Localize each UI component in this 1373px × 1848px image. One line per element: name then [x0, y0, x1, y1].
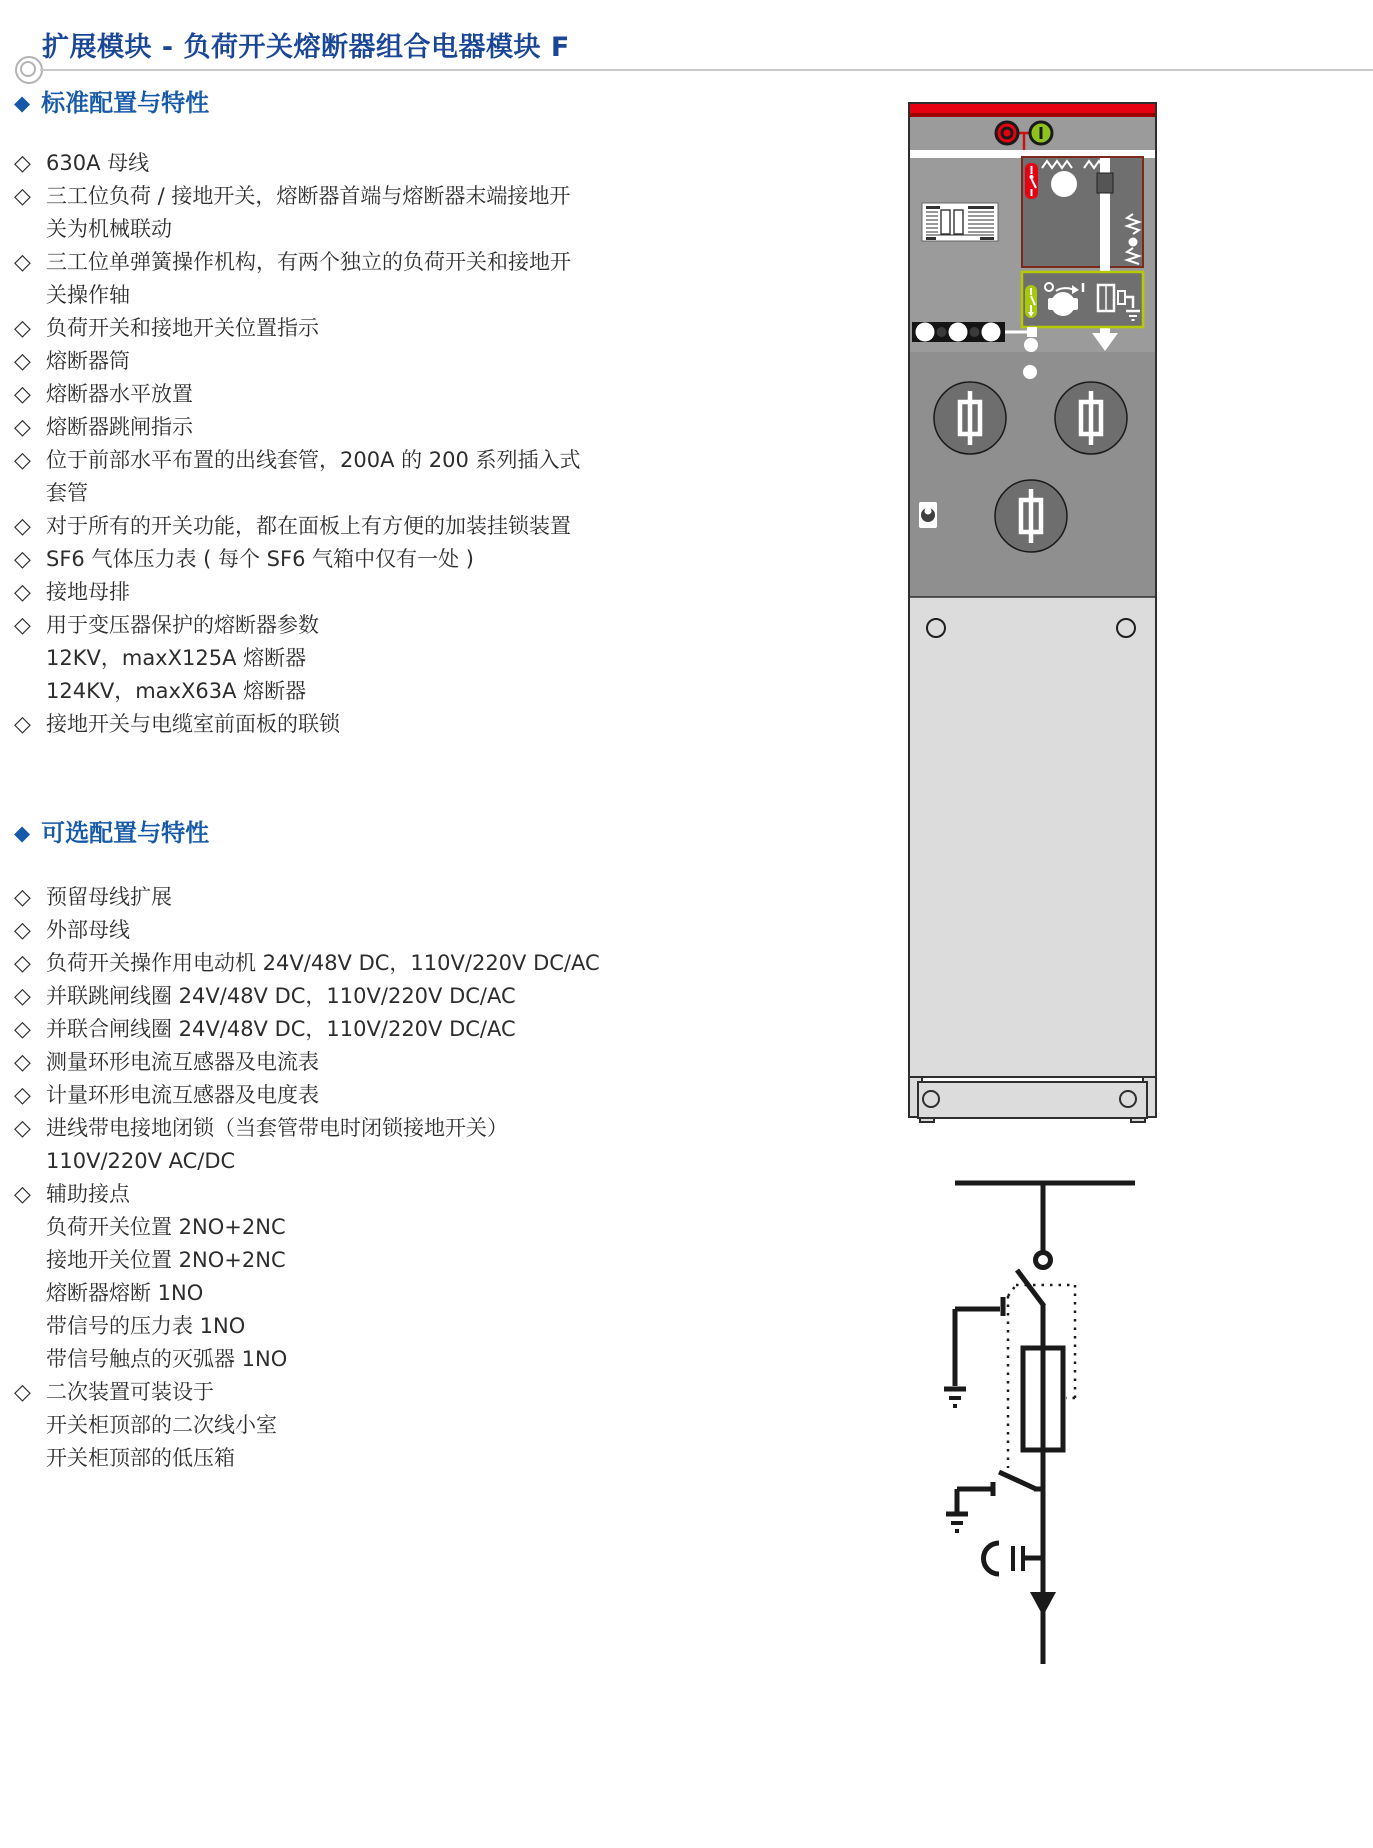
pressure-indicator-icon — [919, 502, 937, 528]
item-diamond-icon: ◇ — [14, 151, 31, 176]
item-text: 位于前部水平布置的出线套管，200A 的 200 系列插入式 — [46, 448, 581, 472]
list-item — [14, 576, 594, 609]
item-text: 接地开关与电缆室前面板的联锁 — [46, 712, 340, 736]
feeder-arrow — [1030, 1592, 1056, 1616]
item-text: 用于变压器保护的熔断器参数 — [46, 613, 319, 637]
list-item — [14, 213, 594, 246]
item-text: 110V/220V AC/DC — [46, 1149, 236, 1173]
list-item — [14, 609, 594, 642]
upper-earthing-switch — [944, 1297, 1003, 1406]
item-diamond-icon: ◇ — [14, 250, 31, 275]
item-text: 套管 — [46, 481, 88, 505]
list-item — [14, 1145, 594, 1178]
list-item — [14, 1013, 594, 1046]
item-text: SF6 气体压力表 ( 每个 SF6 气箱中仅有一处 ) — [46, 547, 474, 571]
item-text: 接地开关位置 2NO+2NC — [46, 1248, 286, 1272]
header-ring-inner — [20, 61, 36, 77]
cabinet-top-strip — [908, 102, 1157, 117]
list-item — [14, 1310, 594, 1343]
item-text: 辅助接点 — [46, 1182, 130, 1206]
list-item — [14, 1211, 594, 1244]
list-item — [14, 147, 594, 180]
item-text: 负荷开关操作用电动机 24V/48V DC，110V/220V DC/AC — [46, 951, 600, 975]
load-switch-blade — [1017, 1270, 1044, 1306]
cabinet-indicator-band — [908, 117, 1157, 150]
item-diamond-icon: ◇ — [14, 1083, 31, 1108]
section-heading-text: 标准配置与特性 — [41, 89, 210, 117]
list-item — [14, 675, 594, 708]
item-diamond-icon: ◇ — [14, 712, 31, 737]
section-heading-text: 可选配置与特性 — [41, 819, 210, 847]
list-item — [14, 279, 594, 312]
item-text: 熔断器水平放置 — [46, 382, 193, 406]
item-text: 并联合闸线圈 24V/48V DC，110V/220V DC/AC — [46, 1017, 516, 1041]
item-text: 124KV，maxX63A 熔断器 — [46, 679, 307, 703]
item-text: 带信号触点的灭弧器 1NO — [46, 1347, 288, 1371]
item-diamond-icon: ◇ — [14, 984, 31, 1009]
list-item — [14, 477, 594, 510]
filled-diamond-icon: ◆ — [14, 91, 31, 115]
item-text: 测量环形电流互感器及电流表 — [46, 1050, 319, 1074]
item-text: 预留母线扩展 — [46, 885, 172, 909]
item-diamond-icon: ◇ — [14, 1017, 31, 1042]
cable-compartment — [908, 597, 1157, 1077]
section-heading-optional — [14, 818, 209, 848]
list-item — [14, 947, 600, 980]
item-text: 进线带电接地闭锁（当套管带电时闭锁接地开关） — [46, 1116, 508, 1140]
optional-feature-list — [14, 881, 600, 1475]
item-text: 关操作轴 — [46, 283, 130, 307]
item-text: 并联跳闸线圈 24V/48V DC，110V/220V DC/AC — [46, 984, 516, 1008]
item-diamond-icon: ◇ — [14, 1182, 31, 1207]
item-diamond-icon: ◇ — [14, 514, 31, 539]
standard-feature-list — [14, 147, 594, 741]
list-item — [14, 180, 594, 213]
item-diamond-icon: ◇ — [14, 918, 31, 943]
item-diamond-icon: ◇ — [14, 1050, 31, 1075]
open-button-icon — [996, 122, 1018, 144]
list-item — [14, 1079, 594, 1112]
earth-switch-mechanism-box — [1022, 272, 1143, 327]
operating-shaft-hole — [1051, 171, 1077, 197]
list-item — [14, 312, 594, 345]
list-item — [14, 1178, 594, 1211]
list-item — [14, 642, 594, 675]
item-text: 外部母线 — [46, 918, 130, 942]
item-text: 熔断器跳闸指示 — [46, 415, 193, 439]
item-diamond-icon: ◇ — [14, 580, 31, 605]
nameplate — [922, 203, 998, 241]
item-text: 负荷开关位置 2NO+2NC — [46, 1215, 286, 1239]
item-diamond-icon: ◇ — [14, 349, 31, 374]
item-text: 对于所有的开关功能，都在面板上有方便的加装挂锁装置 — [46, 514, 571, 538]
list-item — [14, 246, 594, 279]
item-diamond-icon: ◇ — [14, 415, 31, 440]
list-item — [14, 1277, 594, 1310]
header-ring-icon — [15, 56, 43, 84]
item-text: 开关柜顶部的二次线小室 — [46, 1413, 277, 1437]
item-text: 630A 母线 — [46, 151, 150, 175]
item-text: 三工位负荷 / 接地开关，熔断器首端与熔断器末端接地开 — [46, 184, 571, 208]
list-item — [14, 411, 594, 444]
list-item — [14, 980, 594, 1013]
item-text: 熔断器筒 — [46, 349, 130, 373]
item-text: 三工位单弹簧操作机构，有两个独立的负荷开关和接地开 — [46, 250, 571, 274]
item-diamond-icon: ◇ — [14, 951, 31, 976]
list-item — [14, 444, 594, 477]
switch-position-green-pill — [1025, 285, 1037, 318]
item-diamond-icon: ◇ — [14, 1380, 31, 1405]
list-item — [14, 1112, 594, 1145]
list-item — [14, 510, 594, 543]
item-text: 12KV，maxX125A 熔断器 — [46, 646, 307, 670]
page-title: 扩展模块 - 负荷开关熔断器组合电器模块 F — [42, 32, 570, 63]
list-item — [14, 1409, 594, 1442]
section-heading-standard — [14, 88, 209, 118]
item-text: 接地母排 — [46, 580, 130, 604]
item-diamond-icon: ◇ — [14, 547, 31, 572]
item-text: 开关柜顶部的低压箱 — [46, 1446, 235, 1470]
header-rule — [40, 69, 1373, 71]
list-item — [14, 1046, 594, 1079]
list-item — [14, 345, 594, 378]
item-diamond-icon: ◇ — [14, 613, 31, 638]
mimic-panel — [908, 157, 1157, 352]
switchgear-cabinet-illustration — [908, 102, 1157, 1124]
list-item — [14, 1244, 594, 1277]
item-text: 二次装置可装设于 — [46, 1380, 214, 1404]
item-text: 计量环形电流互感器及电度表 — [46, 1083, 319, 1107]
item-diamond-icon: ◇ — [14, 885, 31, 910]
isolating-contact-circle — [1036, 1253, 1051, 1268]
filled-diamond-icon: ◆ — [14, 821, 31, 845]
item-diamond-icon: ◇ — [14, 1116, 31, 1141]
load-switch-mechanism-box — [1022, 157, 1143, 267]
fuse-compartment — [908, 352, 1157, 597]
voltage-indicator-capacitor — [984, 1543, 1042, 1574]
list-item — [14, 378, 594, 411]
list-item — [14, 881, 594, 914]
cabinet-base — [909, 1077, 1156, 1122]
close-button-icon — [1030, 122, 1052, 144]
list-item — [14, 1442, 594, 1475]
item-diamond-icon: ◇ — [14, 184, 31, 209]
item-text: 关为机械联动 — [46, 217, 172, 241]
lower-earthing-switch — [946, 1472, 1043, 1531]
item-text: 带信号的压力表 1NO — [46, 1314, 246, 1338]
item-diamond-icon: ◇ — [14, 448, 31, 473]
single-line-diagram — [930, 1172, 1150, 1672]
list-item — [14, 1343, 594, 1376]
list-item — [14, 914, 594, 947]
item-diamond-icon: ◇ — [14, 382, 31, 407]
item-text: 熔断器熔断 1NO — [46, 1281, 204, 1305]
item-diamond-icon: ◇ — [14, 316, 31, 341]
list-item — [14, 1376, 594, 1409]
list-item — [14, 708, 594, 741]
list-item — [14, 543, 594, 576]
item-text: 负荷开关和接地开关位置指示 — [46, 316, 319, 340]
switch-position-red-pill — [1025, 163, 1038, 199]
